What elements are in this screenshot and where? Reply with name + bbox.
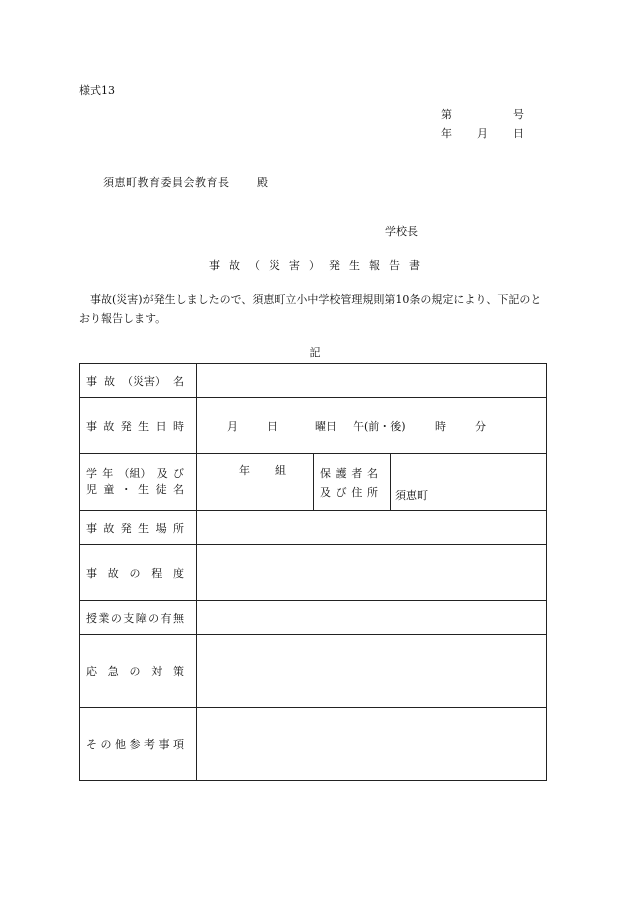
dt-month: 月	[227, 419, 238, 433]
label-text: 学 年 （組） 及 び	[86, 467, 184, 480]
label-text: 事 故 （災害） 名	[86, 374, 184, 388]
field-class-impact[interactable]	[197, 601, 547, 635]
field-degree[interactable]	[197, 545, 547, 601]
form-number: 様式13	[79, 84, 115, 97]
document-title: 事故（災害）発生報告書	[209, 259, 429, 272]
guardian-label-line2: 及 び 住 所	[320, 486, 378, 499]
label-datetime	[80, 398, 197, 454]
date-day-label: 日	[513, 127, 524, 140]
label-text: 応 急 の 対 策	[86, 665, 184, 678]
student-grade-label: 年	[239, 464, 250, 477]
field-place[interactable]	[197, 511, 547, 545]
label-place	[80, 511, 197, 545]
document-number-suffix: 号	[513, 108, 524, 121]
field-other[interactable]	[197, 708, 547, 781]
dt-ampm: 午(前・後)	[353, 419, 406, 433]
report-table	[79, 363, 547, 781]
label-response	[80, 635, 197, 708]
table-row	[80, 635, 547, 708]
table-row	[80, 454, 547, 511]
table-row	[80, 398, 547, 454]
label-text: 事 故 の 程 度	[86, 566, 184, 580]
guardian-town: 須恵町	[395, 489, 428, 502]
label-text: 児 童 ・ 生 徒 名	[86, 483, 184, 496]
ki-heading: 記	[309, 346, 321, 359]
label-accident-name	[80, 364, 197, 398]
field-accident-name[interactable]	[197, 364, 547, 398]
label-text: 事 故 発 生 場 所	[86, 521, 184, 535]
label-text: そ の 他 参 考 事 項	[86, 738, 184, 751]
body-text: 事故(災害)が発生しましたので、須恵町立小中学校管理規則第10条の規定により、下記のとおり報告します。	[79, 293, 542, 325]
label-student	[80, 454, 197, 511]
dt-hour: 時	[435, 419, 446, 433]
addressee-honorific: 殿	[257, 176, 268, 189]
label-text: 事 故 発 生 日 時	[86, 419, 184, 433]
table-row	[80, 364, 547, 398]
addressee: 須恵町教育委員会教育長	[103, 176, 230, 189]
label-degree	[80, 545, 197, 601]
guardian-label-cell	[313, 454, 391, 510]
date-year-label: 年	[441, 127, 452, 140]
dt-weekday: 曜日	[315, 419, 337, 433]
document-number-label: 第	[441, 108, 452, 121]
field-datetime[interactable]	[197, 398, 547, 454]
label-other	[80, 708, 197, 781]
dt-day: 日	[267, 419, 278, 433]
label-text: 授 業 の 支 障 の 有 無	[86, 611, 184, 625]
table-row	[80, 511, 547, 545]
table-row	[80, 708, 547, 781]
table-row	[80, 545, 547, 601]
date-month-label: 月	[477, 127, 488, 140]
label-class-impact	[80, 601, 197, 635]
table-row	[80, 601, 547, 635]
dt-minute: 分	[475, 419, 486, 433]
field-response[interactable]	[197, 635, 547, 708]
student-class-label: 組	[275, 464, 286, 477]
guardian-label-line1: 保 護 者 名	[320, 467, 378, 480]
sender-principal: 学校長	[385, 225, 418, 238]
field-student[interactable]	[197, 454, 547, 511]
